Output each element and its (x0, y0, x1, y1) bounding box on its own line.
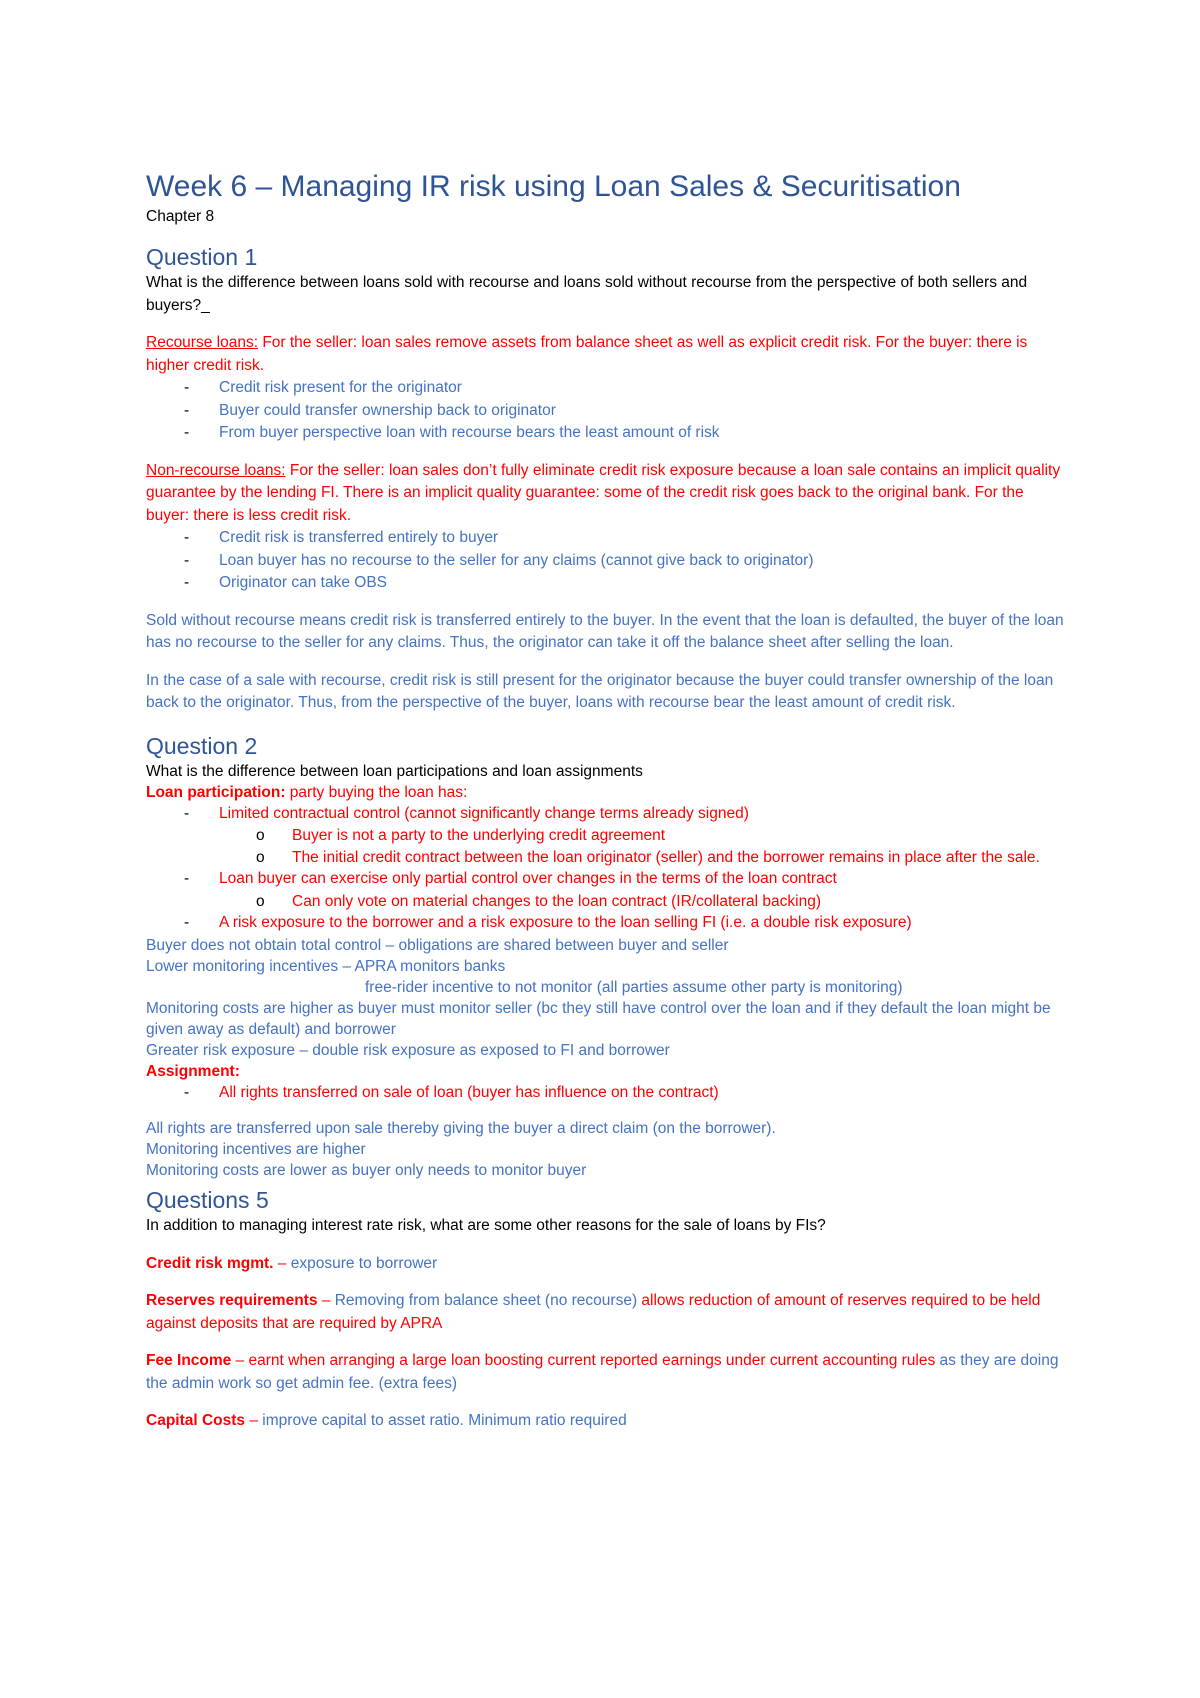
nonrecourse-text: For the seller: loan sales don’t fully eliminate credit risk exposure because a loan sale contains an implicit quality guarantee by the lending FI. There is an implicit quality guarantee: some of the credit risk goes back to the original bank. For the buyer: there is less credit risk. (146, 461, 1061, 524)
assignment-bullet-list (146, 1082, 1066, 1105)
fee-income-label: Fee Income (146, 1352, 232, 1369)
participation-bullet-list-2 (146, 868, 1066, 891)
recourse-label: Recourse loans: (146, 334, 259, 351)
participation-bullet-list (146, 803, 1066, 826)
participation-sub-list (146, 825, 1066, 868)
question-2-heading: Question 2 (146, 732, 258, 759)
list-item: - Credit risk present for the originator (146, 377, 1066, 400)
credit-risk-dash: – (273, 1254, 287, 1272)
recourse-text: For the seller: loan sales remove assets from balance sheet as well as explicit credit risk. For the buyer: there is higher credit risk. (146, 334, 1028, 374)
list-item: - A risk exposure to the borrower and a risk exposure to the loan selling FI (i.e. a double risk exposure) (146, 912, 1066, 935)
assignment-note: All rights are transferred upon sale thereby giving the buyer a direct claim (on the borrower). (146, 1120, 776, 1137)
answer-paragraph-1: Sold without recourse means credit risk is transferred entirely to the buyer. In the event that the loan is defaulted, the buyer of the loan has no recourse to the seller for any claims. Thus, the originator can take it off the balance sheet after selling the loan. (146, 611, 1064, 651)
sub-list-item: o Buyer is not a party to the underlying credit agreement (146, 825, 1066, 847)
list-item: - Credit risk is transferred entirely to buyer (146, 527, 1066, 550)
fee-income-red-text: – earnt when arranging a large loan boosting current reported earnings under current accounting rules (231, 1352, 936, 1369)
sub-list-item: o The initial credit contract between the loan originator (seller) and the borrower remains in place after the sale. (146, 847, 1066, 869)
note-line: Buyer does not obtain total control – obligations are shared between buyer and seller (146, 936, 729, 954)
list-item: - Limited contractual control (cannot significantly change terms already signed) (146, 803, 1066, 826)
question-2-text: What is the difference between loan participations and loan assignments (146, 762, 643, 780)
document-title: Week 6 – Managing IR risk using Loan Sales & Securitisation (146, 170, 961, 203)
list-item: - Originator can take OBS (146, 572, 1066, 595)
reserves-label: Reserves requirements (146, 1292, 318, 1309)
list-item: - From buyer perspective loan with recourse bears the least amount of risk (146, 422, 1066, 445)
list-item: - All rights transferred on sale of loan (buyer has influence on the contract) (146, 1082, 1066, 1105)
capital-costs-text: improve capital to asset ratio. Minimum ratio required (258, 1412, 627, 1429)
credit-risk-line (146, 1253, 1066, 1276)
assignment-label: Assignment: (146, 1062, 240, 1080)
reserves-red-text: allows reduction of amount of reserves required to be held against deposits that are required by APRA (146, 1292, 1041, 1332)
credit-risk-label: Credit risk mgmt. (146, 1254, 274, 1272)
nonrecourse-bullet-list (146, 527, 1066, 595)
nonrecourse-label: Non-recourse loans: (146, 461, 286, 479)
recourse-paragraph (146, 332, 1066, 377)
note-line: Greater risk exposure – double risk exposure as exposed to FI and borrower (146, 1041, 670, 1059)
recourse-bullet-list (146, 377, 1066, 445)
question-2-body (146, 761, 1066, 1182)
reserves-line (146, 1290, 1066, 1335)
sub-list-item: o Can only vote on material changes to the loan contract (IR/collateral backing) (146, 891, 1066, 913)
question-5-heading: Questions 5 (146, 1187, 269, 1213)
loan-participation-line (146, 782, 1066, 803)
question-1-text: What is the difference between loans sold with recourse and loans sold without recourse from the perspective of both sellers and buyers?_ (146, 274, 1028, 314)
list-item: - Buyer could transfer ownership back to originator (146, 400, 1066, 423)
reserves-blue-text: Removing from balance sheet (no recourse) (330, 1292, 638, 1309)
answer-paragraph-2: In the case of a sale with recourse, credit risk is still present for the originator because the buyer could transfer ownership of the loan back to the originator. Thus, from the perspective of the buyer, loans with recourse bear the least amount of credit risk. (146, 671, 1054, 711)
note-line: Monitoring costs are higher as buyer must monitor seller (bc they still have control over the loan and if they default the loan might be given away as default) and borrower (146, 999, 1051, 1038)
loan-participation-text: party buying the loan has: (285, 783, 468, 801)
reserves-dash: – (317, 1292, 331, 1309)
chapter-label: Chapter 8 (146, 208, 215, 225)
list-item: - Loan buyer can exercise only partial control over changes in the terms of the loan contract (146, 868, 1066, 891)
note-line-indented: free-rider incentive to not monitor (all parties assume other party is monitoring) (365, 978, 903, 996)
nonrecourse-paragraph (146, 460, 1066, 528)
fee-income-blue-text: as they are doing the admin work so get admin fee. (extra fees) (146, 1352, 1059, 1392)
capital-costs-label: Capital Costs (146, 1412, 246, 1429)
document-page (146, 168, 1066, 1433)
loan-participation-label: Loan participation: (146, 783, 286, 801)
note-line: Lower monitoring incentives – APRA monitors banks (146, 957, 506, 975)
participation-sub-list-2 (146, 891, 1066, 913)
capital-costs-dash: – (245, 1412, 258, 1429)
credit-risk-text: exposure to borrower (286, 1254, 438, 1272)
fee-income-line (146, 1350, 1066, 1395)
capital-costs-line (146, 1410, 1066, 1433)
assignment-note: Monitoring costs are lower as buyer only needs to monitor buyer (146, 1162, 587, 1179)
question-1-heading: Question 1 (146, 244, 258, 270)
assignment-note: Monitoring incentives are higher (146, 1141, 366, 1158)
list-item: - Loan buyer has no recourse to the seller for any claims (cannot give back to originator) (146, 550, 1066, 573)
participation-bullet-list-3 (146, 912, 1066, 935)
question-5-text: In addition to managing interest rate risk, what are some other reasons for the sale of loans by FIs? (146, 1217, 826, 1234)
